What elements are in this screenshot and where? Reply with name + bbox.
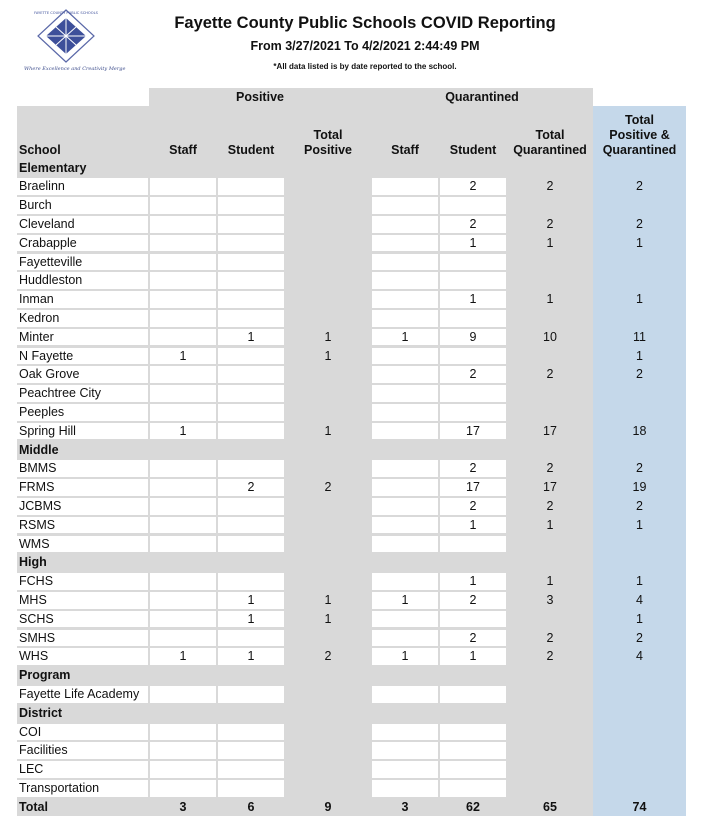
cell-box <box>372 780 438 797</box>
cell-box <box>440 348 506 365</box>
cell-box <box>372 404 438 421</box>
cell-box <box>440 536 506 553</box>
pos-staff-cell: 1 <box>179 423 187 438</box>
total-positive-cell: 1 <box>324 329 332 344</box>
total-positive-cell: 9 <box>324 799 332 814</box>
cell-box <box>150 536 216 553</box>
cell-box <box>150 742 216 759</box>
total-all-cell: 2 <box>636 367 643 382</box>
cell-box <box>372 479 438 496</box>
cell-box <box>150 272 216 289</box>
school-name: RSMS <box>19 517 56 532</box>
table-row <box>0 591 704 610</box>
q-student-cell: 1 <box>469 517 477 532</box>
cell-box <box>440 254 506 271</box>
q-staff-cell: 3 <box>401 799 409 814</box>
table-row <box>0 741 704 760</box>
total-quarantined-cell: 2 <box>546 216 554 231</box>
total-all-cell: 2 <box>636 179 643 194</box>
total-all-cell: 1 <box>636 517 643 532</box>
cell-box <box>440 761 506 778</box>
cell-box <box>150 178 216 195</box>
school-name: SCHS <box>19 611 54 626</box>
school-name: Burch <box>19 198 52 213</box>
table-row <box>0 253 704 272</box>
cell-box <box>372 423 438 440</box>
logo-tagline: Where Excellence and Creativity Merge <box>24 66 126 72</box>
cell-box <box>372 498 438 515</box>
total-quarantined-cell: 65 <box>543 799 557 814</box>
positive-group-header: Positive <box>236 90 284 104</box>
cell-box <box>218 291 284 308</box>
pos-staff-cell: 3 <box>179 799 187 814</box>
cell-box <box>218 310 284 327</box>
cell-box <box>150 404 216 421</box>
total-quarantined-cell: 2 <box>546 461 554 476</box>
cell-box <box>218 761 284 778</box>
pos-student-column-header: Student <box>227 143 275 157</box>
table-row <box>0 760 704 779</box>
cell-box <box>218 742 284 759</box>
total-quarantined-cell: 10 <box>543 329 557 344</box>
school-name: Crabapple <box>19 235 77 250</box>
cell-box <box>150 460 216 477</box>
cell-box <box>150 780 216 797</box>
total-all-cell: 19 <box>632 480 647 495</box>
cell-box <box>372 385 438 402</box>
total-all-cell: 4 <box>636 592 643 607</box>
category-row <box>0 666 704 685</box>
school-name: BMMS <box>19 461 57 476</box>
total-all-cell: 1 <box>636 574 643 589</box>
pos-student-cell: 1 <box>247 611 255 626</box>
table-row <box>0 610 704 629</box>
table-row <box>0 271 704 290</box>
q-student-cell: 1 <box>469 235 477 250</box>
svg-text:FAYETTE COUNTY PUBLIC SCHOOLS: FAYETTE COUNTY PUBLIC SCHOOLS <box>34 11 98 15</box>
total-label: Total <box>19 799 48 814</box>
cell-box <box>218 517 284 534</box>
table-row <box>0 516 704 535</box>
cell-box <box>372 517 438 534</box>
cell-box <box>150 197 216 214</box>
cell-box <box>150 329 216 346</box>
total-all-cell: 1 <box>636 292 643 307</box>
school-name: Braelinn <box>19 179 65 194</box>
school-column-header: School <box>19 143 61 157</box>
total-quarantined-cell: 17 <box>543 423 557 438</box>
report-date-range: From 3/27/2021 To 4/2/2021 2:44:49 PM <box>250 39 480 53</box>
school-name: FCHS <box>19 574 54 589</box>
total-positive-cell: 1 <box>324 592 332 607</box>
cell-box <box>372 272 438 289</box>
cell-box <box>440 197 506 214</box>
q-student-column-header: Student <box>449 143 497 157</box>
school-name: Transportation <box>19 780 100 795</box>
category-row <box>0 159 704 178</box>
table-row <box>0 215 704 234</box>
cell-box <box>150 630 216 647</box>
table-row <box>0 384 704 403</box>
q-student-cell: 1 <box>469 292 477 307</box>
category-label: District <box>19 705 63 720</box>
total-positive-cell: 2 <box>324 649 332 664</box>
q-student-cell: 2 <box>469 179 477 194</box>
cell-box <box>150 479 216 496</box>
cell-box <box>218 272 284 289</box>
school-name: N Fayette <box>19 348 74 363</box>
total-positive-cell: 1 <box>324 423 332 438</box>
table-row <box>0 478 704 497</box>
cell-box <box>440 385 506 402</box>
school-name: COI <box>19 724 42 739</box>
table-row <box>0 572 704 591</box>
table-row <box>0 365 704 384</box>
cell-box <box>372 686 438 703</box>
cell-box <box>372 291 438 308</box>
category-label: High <box>19 555 47 570</box>
school-name: Inman <box>19 292 54 307</box>
cell-box <box>372 254 438 271</box>
pos-student-cell: 1 <box>247 592 255 607</box>
school-name: Peeples <box>19 404 65 419</box>
total-all-cell: 1 <box>636 348 643 363</box>
total-positive-column-header: Total Positive <box>304 128 352 157</box>
table-row <box>0 459 704 478</box>
school-name: LEC <box>19 762 44 777</box>
cell-box <box>218 216 284 233</box>
total-quarantined-cell: 17 <box>543 480 557 495</box>
cell-box <box>440 272 506 289</box>
table-row <box>0 309 704 328</box>
category-label: Elementary <box>19 160 87 175</box>
cell-box <box>440 611 506 628</box>
table-row <box>0 328 704 347</box>
table-row <box>0 647 704 666</box>
cell-box <box>440 742 506 759</box>
total-all-cell: 1 <box>636 235 643 250</box>
cell-box <box>150 366 216 383</box>
table-row <box>0 177 704 196</box>
cell-box <box>372 366 438 383</box>
cell-box <box>372 742 438 759</box>
school-name: Minter <box>19 329 54 344</box>
pos-staff-cell: 1 <box>179 649 187 664</box>
cell-box <box>372 536 438 553</box>
table-row <box>0 234 704 253</box>
pos-staff-column-header: Staff <box>169 143 197 157</box>
q-student-cell: 2 <box>469 216 477 231</box>
total-row <box>0 798 704 817</box>
cell-box <box>372 216 438 233</box>
q-staff-column-header: Staff <box>391 143 419 157</box>
q-student-cell: 1 <box>469 649 477 664</box>
total-quarantined-cell: 1 <box>546 574 554 589</box>
cell-box <box>218 197 284 214</box>
cell-box <box>218 724 284 741</box>
pos-student-cell: 1 <box>247 649 255 664</box>
total-quarantined-cell: 2 <box>546 630 554 645</box>
cell-box <box>218 423 284 440</box>
total-all-cell: 2 <box>636 216 643 231</box>
cell-box <box>372 573 438 590</box>
q-student-cell: 2 <box>469 461 477 476</box>
total-quarantined-cell: 1 <box>546 517 554 532</box>
table-row <box>0 403 704 422</box>
cell-box <box>372 761 438 778</box>
category-row <box>0 441 704 460</box>
cell-box <box>218 630 284 647</box>
cell-box <box>372 348 438 365</box>
total-quarantined-column-header: Total Quarantined <box>513 128 587 157</box>
q-staff-cell: 1 <box>401 329 409 344</box>
cell-box <box>218 404 284 421</box>
table-row <box>0 347 704 366</box>
cell-box <box>150 592 216 609</box>
table-row <box>0 535 704 554</box>
cell-box <box>372 310 438 327</box>
q-student-cell: 2 <box>469 630 477 645</box>
cell-box <box>218 348 284 365</box>
cell-box <box>372 724 438 741</box>
cell-box <box>218 573 284 590</box>
cell-box <box>150 254 216 271</box>
table-row <box>0 779 704 798</box>
school-name: FRMS <box>19 480 55 495</box>
cell-box <box>218 366 284 383</box>
cell-box <box>150 310 216 327</box>
pos-student-cell: 6 <box>247 799 255 814</box>
cell-box <box>150 517 216 534</box>
cell-box <box>218 385 284 402</box>
cell-box <box>440 724 506 741</box>
school-name: JCBMS <box>19 498 62 513</box>
cell-box <box>150 216 216 233</box>
total-quarantined-cell: 2 <box>546 179 554 194</box>
total-positive-cell: 1 <box>324 611 332 626</box>
q-staff-cell: 1 <box>401 649 409 664</box>
school-name: WHS <box>19 649 49 664</box>
q-student-cell: 2 <box>469 498 477 513</box>
category-label: Middle <box>19 442 59 457</box>
cell-box <box>218 235 284 252</box>
school-name: Facilities <box>19 743 68 758</box>
q-student-cell: 9 <box>469 329 477 344</box>
total-quarantined-cell: 3 <box>546 592 554 607</box>
cell-box <box>150 611 216 628</box>
school-name: WMS <box>19 536 50 551</box>
school-name: SMHS <box>19 630 56 645</box>
quarantined-group-header: Quarantined <box>445 90 519 104</box>
total-all-cell: 11 <box>633 329 646 344</box>
cell-box <box>150 573 216 590</box>
cell-box <box>372 460 438 477</box>
cell-box <box>150 724 216 741</box>
total-quarantined-cell: 2 <box>546 498 554 513</box>
pos-student-cell: 1 <box>247 329 255 344</box>
total-all-cell: 1 <box>636 611 643 626</box>
report-note: *All data listed is by date reported to the school. <box>273 62 457 71</box>
cell-box <box>150 385 216 402</box>
cell-box <box>440 780 506 797</box>
school-name: Fayette Life Academy <box>19 686 140 701</box>
table-row <box>0 685 704 704</box>
total-all-cell: 18 <box>632 423 647 438</box>
total-all-cell: 2 <box>636 498 643 513</box>
cell-box <box>218 178 284 195</box>
total-quarantined-cell: 2 <box>546 649 554 664</box>
total-all-cell: 74 <box>632 799 647 814</box>
table-row <box>0 422 704 441</box>
school-name: Spring Hill <box>19 423 76 438</box>
school-name: Huddleston <box>19 273 83 288</box>
cell-box <box>440 686 506 703</box>
total-positive-quarantined-column-header: Total Positive & Quarantined <box>602 113 677 157</box>
q-student-cell: 17 <box>466 480 480 495</box>
cell-box <box>218 686 284 703</box>
cell-box <box>218 498 284 515</box>
table-row <box>0 290 704 309</box>
school-name: Kedron <box>19 310 60 325</box>
total-quarantined-cell: 1 <box>546 292 554 307</box>
cell-box <box>440 404 506 421</box>
cell-box <box>150 291 216 308</box>
cell-box <box>372 611 438 628</box>
cell-box <box>372 178 438 195</box>
school-name: Peachtree City <box>19 386 101 401</box>
total-quarantined-cell: 1 <box>546 235 554 250</box>
pos-staff-cell: 1 <box>179 348 187 363</box>
cell-box <box>218 460 284 477</box>
cell-box <box>372 235 438 252</box>
cell-box <box>150 686 216 703</box>
cell-box <box>218 536 284 553</box>
category-row <box>0 704 704 723</box>
q-student-cell: 1 <box>469 574 477 589</box>
cell-box <box>372 630 438 647</box>
q-student-cell: 17 <box>466 423 480 438</box>
category-row <box>0 553 704 572</box>
report-title: Fayette County Public Schools COVID Reporting <box>174 14 556 32</box>
school-name: Cleveland <box>19 216 75 231</box>
cell-box <box>440 310 506 327</box>
total-all-cell: 4 <box>636 649 643 664</box>
cell-box <box>150 498 216 515</box>
school-name: Oak Grove <box>19 367 80 382</box>
cell-box <box>218 780 284 797</box>
table-row <box>0 629 704 648</box>
total-positive-cell: 1 <box>324 348 332 363</box>
school-name: Fayetteville <box>19 254 83 269</box>
q-student-cell: 2 <box>469 592 477 607</box>
q-student-cell: 2 <box>469 367 477 382</box>
table-row <box>0 196 704 215</box>
q-staff-cell: 1 <box>401 592 409 607</box>
school-name: MHS <box>19 592 47 607</box>
total-all-cell: 2 <box>636 461 643 476</box>
total-quarantined-cell: 2 <box>546 367 554 382</box>
cell-box <box>372 197 438 214</box>
district-logo <box>24 8 126 80</box>
total-all-cell: 2 <box>636 630 643 645</box>
table-row <box>0 497 704 516</box>
q-student-cell: 62 <box>466 799 480 814</box>
cell-box <box>150 761 216 778</box>
category-label: Program <box>19 668 71 683</box>
table-row <box>0 723 704 742</box>
cell-box <box>150 235 216 252</box>
cell-box <box>218 254 284 271</box>
total-positive-cell: 2 <box>324 480 332 495</box>
pos-student-cell: 2 <box>247 480 255 495</box>
